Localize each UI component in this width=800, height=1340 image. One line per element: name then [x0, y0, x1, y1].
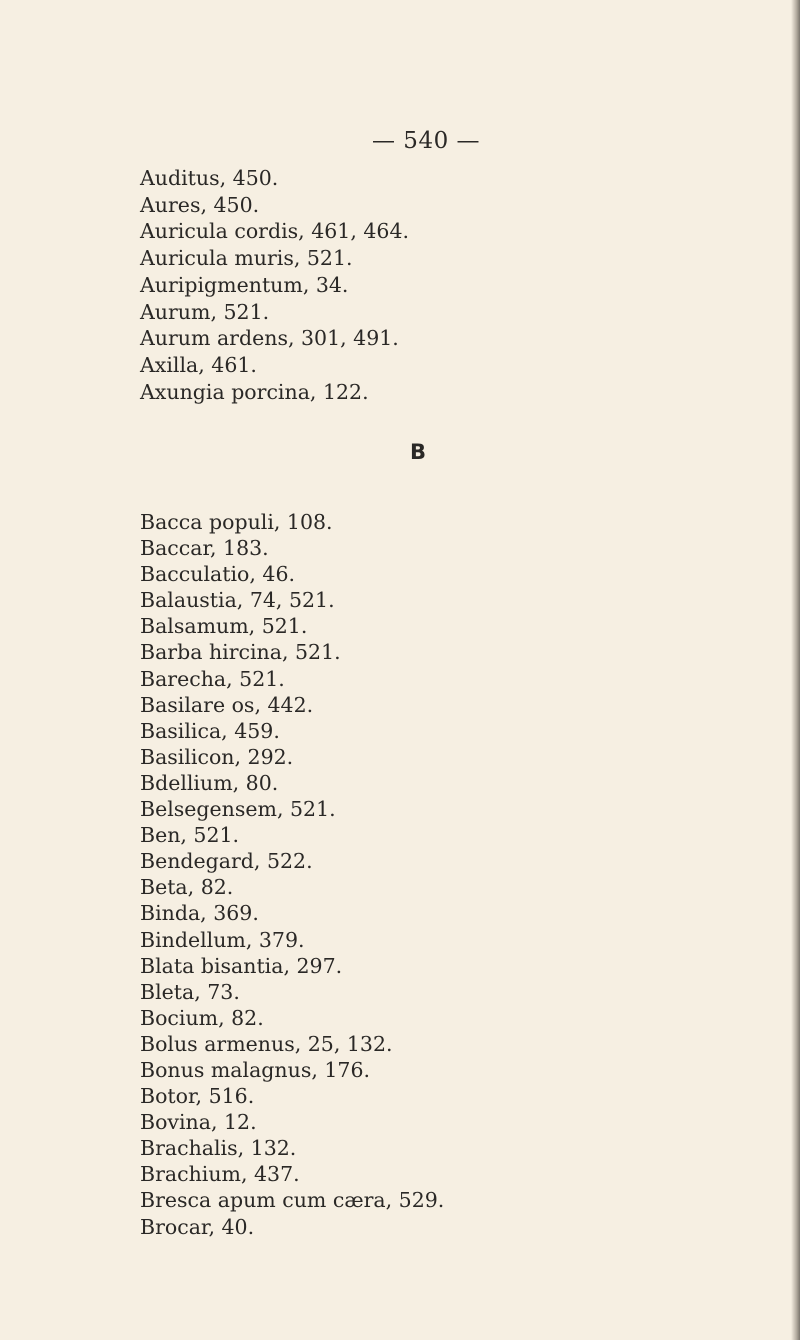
- index-entry: Aurum ardens, 301, 491.: [140, 326, 399, 351]
- index-entry: Blata bisantia, 297.: [140, 953, 343, 978]
- index-entry: Aures, 450.: [140, 192, 260, 217]
- index-entry: Balaustia, 74, 521.: [140, 588, 335, 613]
- index-entry: Bacca populi, 108.: [140, 510, 333, 534]
- index-entry: Bocium, 82.: [140, 1005, 264, 1030]
- index-entry: Auditus, 450.: [140, 166, 279, 190]
- index-entry: Belsegensem, 521.: [140, 797, 336, 822]
- index-entry: Binda, 369.: [140, 901, 259, 926]
- index-entry: Beta, 82.: [140, 875, 234, 900]
- index-entry: Bolus armenus, 25, 132.: [140, 1031, 393, 1056]
- index-entry: Brocar, 40.: [140, 1214, 255, 1239]
- index-entry: Brachalis, 132.: [140, 1136, 297, 1161]
- index-entry: Bovina, 12.: [140, 1110, 257, 1135]
- index-entry: Bonus malagnus, 176.: [140, 1057, 371, 1082]
- index-entry: Balsamum, 521.: [140, 614, 308, 639]
- index-entry: Axilla, 461.: [140, 352, 257, 377]
- index-entry: Bendegard, 522.: [140, 849, 313, 874]
- index-entry: Botor, 516.: [140, 1084, 255, 1109]
- index-entry: Bacculatio, 46.: [140, 562, 296, 587]
- index-section-b: [140, 509, 444, 1240]
- index-entry: Ben, 521.: [140, 823, 240, 848]
- index-entry: Axungia porcina, 122.: [140, 379, 369, 404]
- index-entry: Bindellum, 379.: [140, 927, 305, 952]
- section-letter-heading: B: [410, 440, 427, 464]
- index-entry: Bresca apum cum cæra, 529.: [140, 1188, 445, 1213]
- index-entry: Auricula cordis, 461, 464.: [140, 219, 410, 244]
- index-entry: Barba hircina, 521.: [140, 640, 341, 665]
- index-entry: Auricula muris, 521.: [140, 246, 353, 271]
- index-entry: Barecha, 521.: [140, 666, 285, 691]
- index-entry: Bdellium, 80.: [140, 770, 279, 795]
- index-entry: Brachium, 437.: [140, 1162, 300, 1187]
- index-entry: Basilica, 459.: [140, 718, 280, 743]
- index-entry: Auripigmentum, 34.: [140, 272, 349, 297]
- index-section-a: [140, 165, 409, 405]
- index-entry: Baccar, 183.: [140, 536, 269, 561]
- index-entry: Basilicon, 292.: [140, 744, 294, 769]
- page-edge-shadow: [791, 0, 800, 1340]
- index-entry: Bleta, 73.: [140, 979, 240, 1004]
- index-entry: Aurum, 521.: [140, 299, 270, 324]
- page-number: — 540 —: [372, 128, 481, 154]
- index-entry: Basilare os, 442.: [140, 692, 314, 717]
